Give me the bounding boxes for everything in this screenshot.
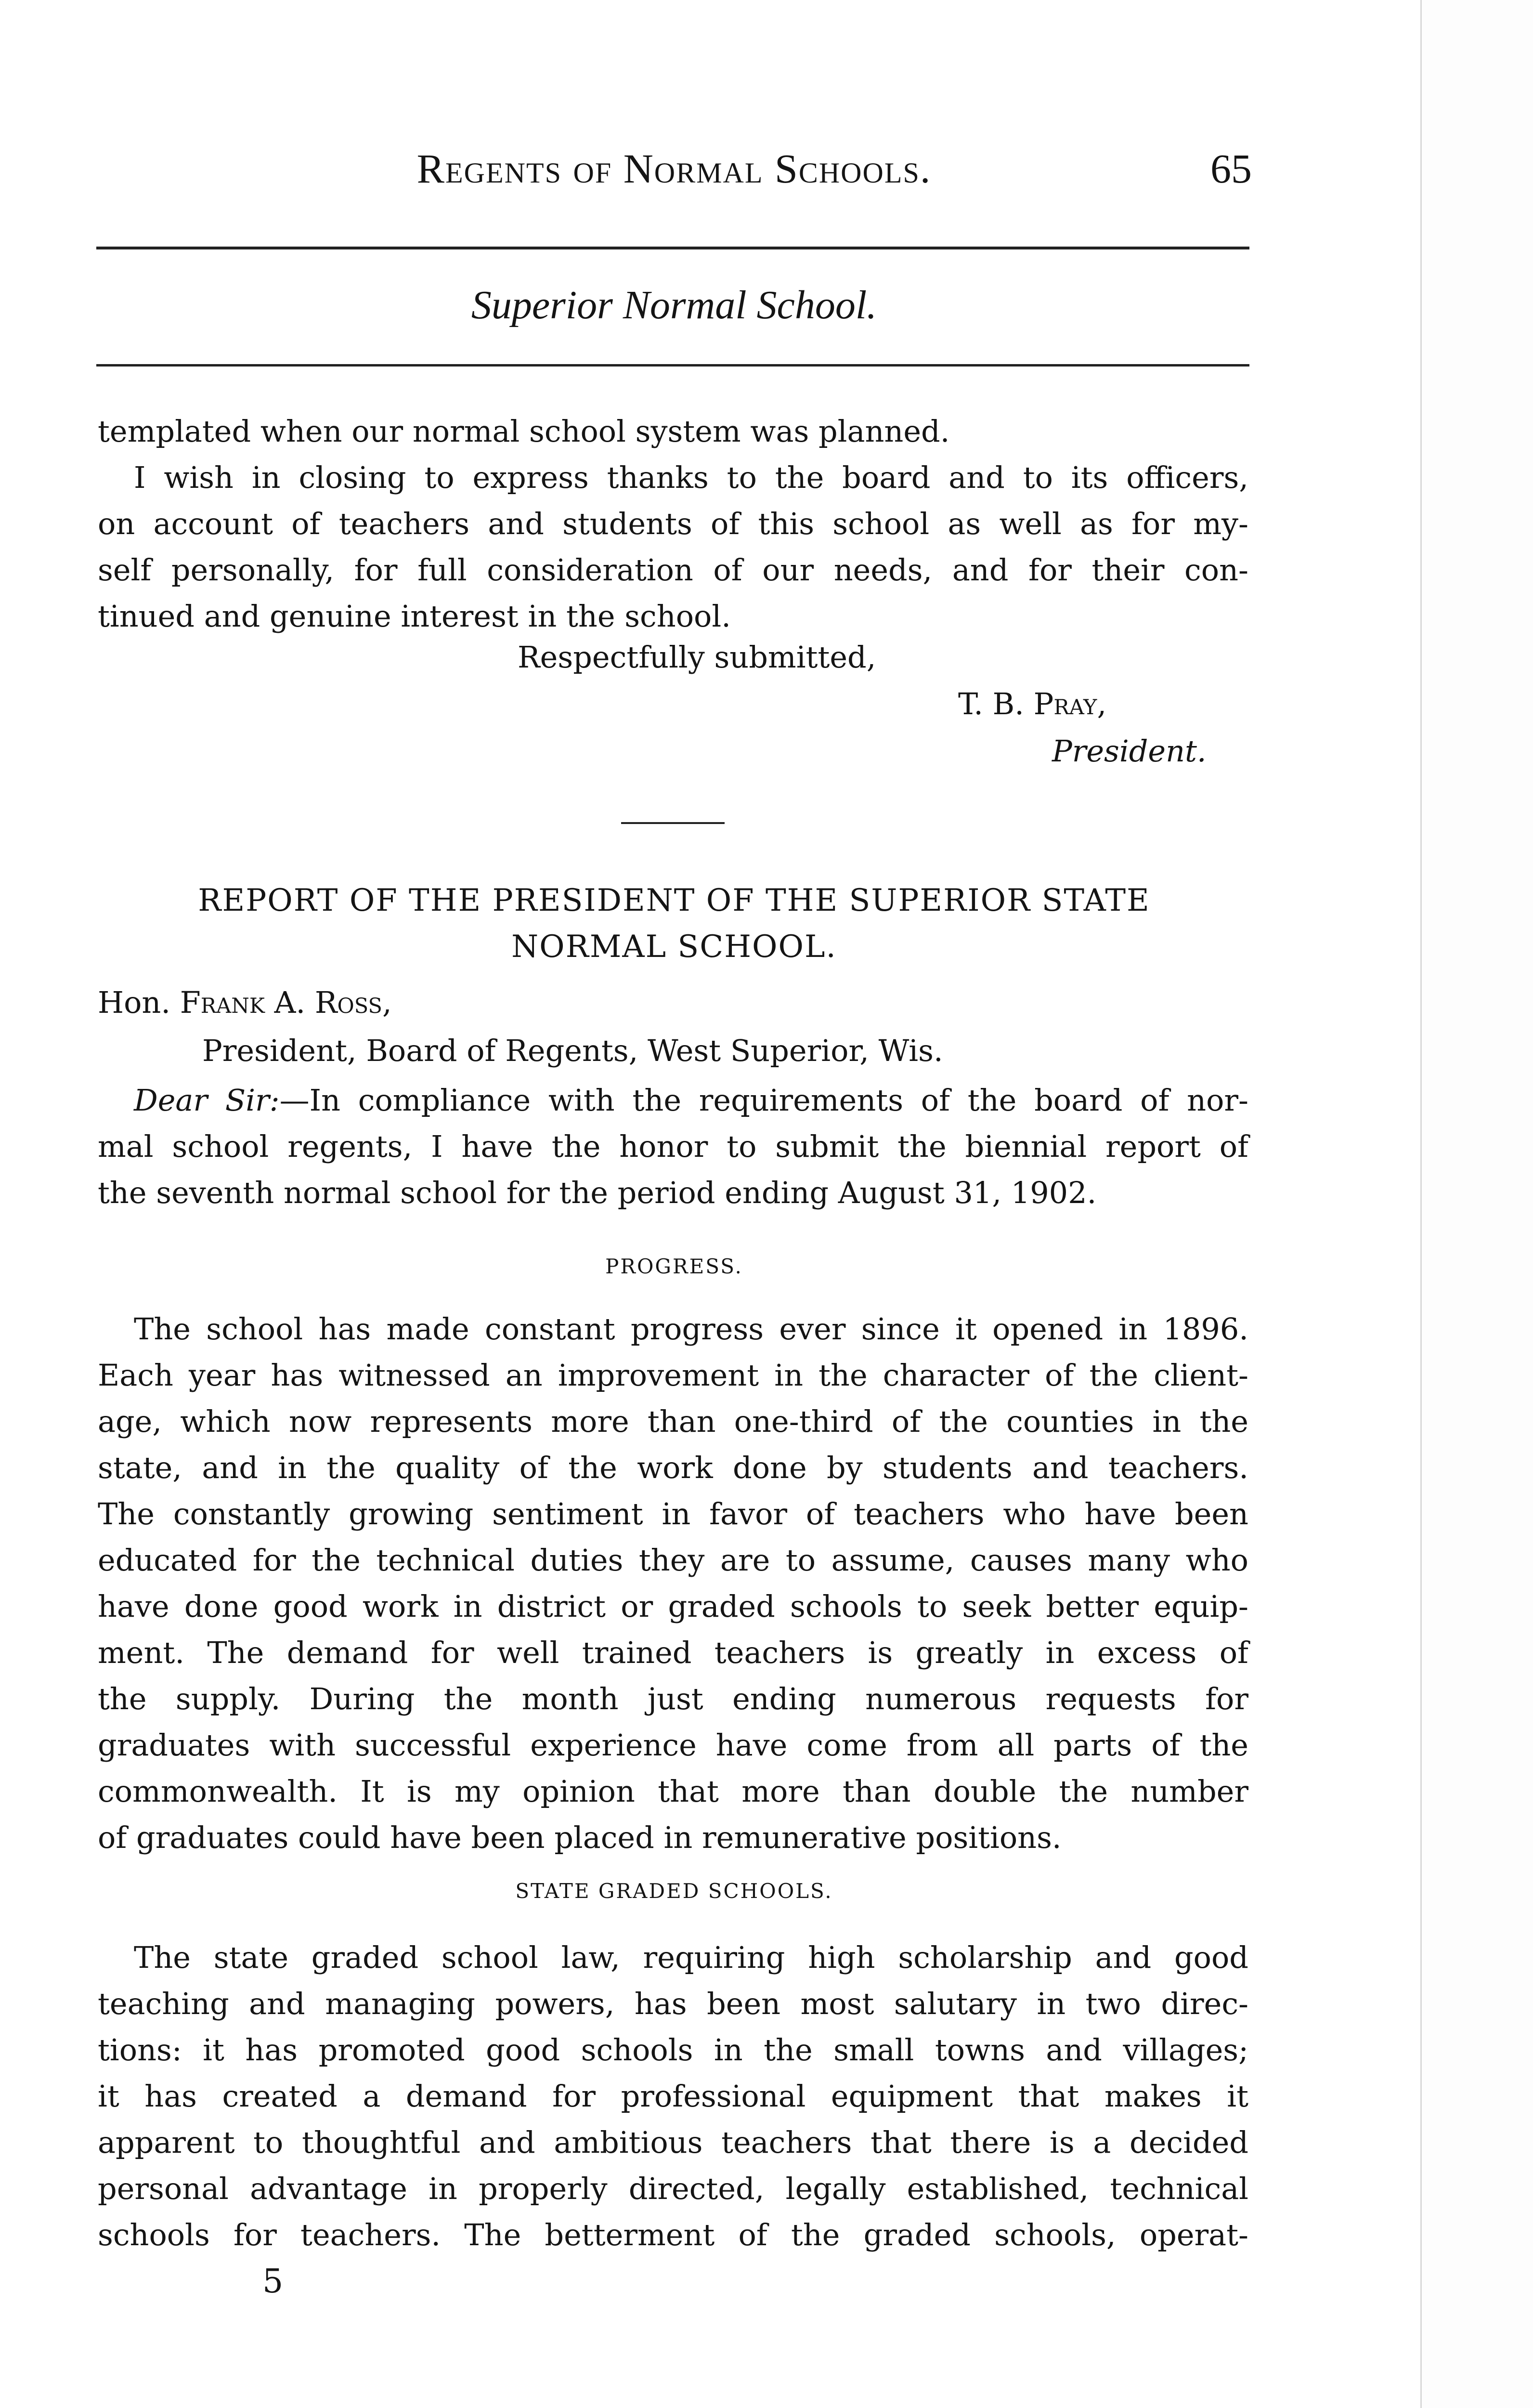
text-line: on account of teachers and students of this school as well as for my- bbox=[98, 506, 1248, 541]
report-title-line: REPORT OF THE PRESIDENT OF THE SUPERIOR STATE bbox=[198, 883, 1150, 918]
text-line: schools for teachers. The betterment of the graded schools, operat- bbox=[98, 2217, 1248, 2252]
signer-initials: T. B. bbox=[958, 686, 1024, 721]
text-line: mal school regents, I have the honor to submit the biennial report of bbox=[98, 1129, 1248, 1164]
salutation: Dear Sir: bbox=[134, 1083, 280, 1118]
addressee-name: Frank A. Ross, bbox=[180, 985, 392, 1020]
page-edge bbox=[1420, 0, 1533, 2408]
text-line: graduates with successful experience have come from all parts of the bbox=[98, 1727, 1248, 1763]
addressee bbox=[98, 985, 392, 1020]
header-rule-top bbox=[96, 247, 1249, 249]
graded-schools-heading: STATE GRADED SCHOOLS. bbox=[515, 1879, 833, 1903]
section-divider bbox=[621, 822, 725, 824]
signer-surname: Pray, bbox=[1033, 686, 1107, 721]
running-head bbox=[96, 144, 1252, 202]
text-line: I wish in closing to express thanks to the board and to its officers, bbox=[134, 460, 1248, 495]
text-line: of graduates could have been placed in remunerative positions. bbox=[98, 1820, 1062, 1855]
addressee-prefix: Hon. bbox=[98, 985, 171, 1020]
text-line: The constantly growing sentiment in favor of teachers who have been bbox=[98, 1496, 1248, 1531]
text-line: tinued and genuine interest in the school. bbox=[98, 599, 731, 634]
text-line: commonwealth. It is my opinion that more than double the number bbox=[98, 1774, 1248, 1809]
text-line: personal advantage in properly directed, legally established, technical bbox=[98, 2171, 1248, 2206]
text-line: The state graded school law, requiring high scholarship and good bbox=[134, 1940, 1248, 1975]
graded-schools-paragraph bbox=[98, 1935, 1248, 2258]
text-line: the supply. During the month just ending numerous requests for bbox=[98, 1681, 1248, 1716]
text-line: tions: it has promoted good schools in the small towns and villages; bbox=[98, 2032, 1248, 2068]
valediction: Respectfully submitted, bbox=[518, 640, 876, 675]
progress-heading: PROGRESS. bbox=[605, 1255, 743, 1278]
text-line: it has created a demand for professional equipment that makes it bbox=[98, 2079, 1248, 2114]
text-line: Each year has witnessed an improvement in the character of the client- bbox=[98, 1358, 1248, 1393]
running-title: Regents of Normal Schools. bbox=[416, 145, 932, 192]
signer-name bbox=[958, 686, 1106, 721]
intro-text: —In compliance with the requirements of the board of nor- bbox=[279, 1083, 1248, 1118]
text-line: educated for the technical duties they are to assume, causes many who bbox=[98, 1543, 1248, 1578]
text-line: templated when our normal school system was planned. bbox=[98, 414, 950, 449]
progress-paragraph bbox=[98, 1306, 1248, 1861]
text-line: have done good work in district or graded schools to seek better equip- bbox=[98, 1589, 1248, 1624]
report-title-line: NORMAL SCHOOL. bbox=[511, 929, 837, 965]
header-rule-bottom bbox=[96, 364, 1249, 366]
report-title bbox=[96, 877, 1252, 970]
text-line: self personally, for full consideration of our needs, and for their con- bbox=[98, 552, 1248, 588]
section-title: Superior Normal School. bbox=[471, 283, 877, 327]
signer-title: President. bbox=[1052, 733, 1207, 769]
addressee-position: President, Board of Regents, West Superior, Wis. bbox=[202, 1033, 943, 1068]
text-line: apparent to thoughtful and ambitious teachers that there is a decided bbox=[98, 2125, 1248, 2160]
text-line: ment. The demand for well trained teachers is greatly in excess of bbox=[98, 1635, 1248, 1670]
signature-mark: 5 bbox=[262, 2263, 284, 2301]
text-line bbox=[98, 1077, 1248, 1124]
closing-paragraph bbox=[98, 408, 1248, 640]
text-line: The school has made constant progress ever since it opened in 1896. bbox=[134, 1311, 1248, 1347]
page-number: 65 bbox=[1210, 145, 1252, 192]
text-line: age, which now represents more than one-third of the counties in the bbox=[98, 1404, 1248, 1439]
text-line: state, and in the quality of the work done by students and teachers. bbox=[98, 1450, 1248, 1485]
text-line: teaching and managing powers, has been most salutary in two direc- bbox=[98, 1986, 1248, 2021]
intro-paragraph bbox=[98, 1077, 1248, 1216]
text-line: the seventh normal school for the period ending August 31, 1902. bbox=[98, 1175, 1097, 1210]
